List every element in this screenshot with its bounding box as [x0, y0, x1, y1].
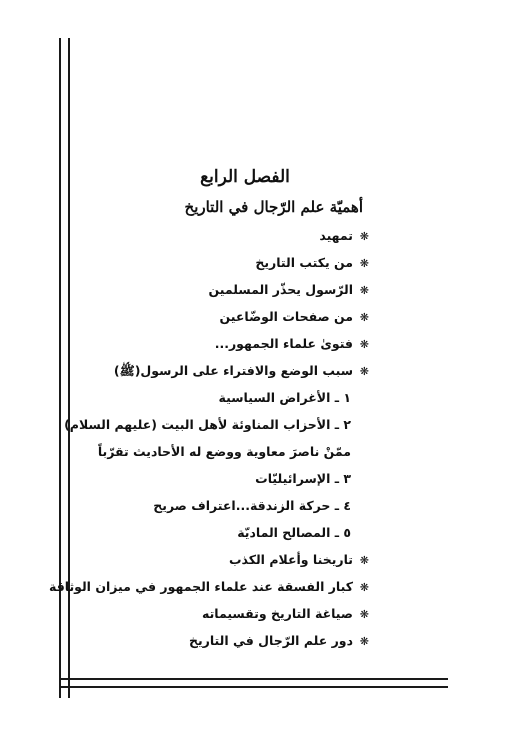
toc-item-text: ٥ ـ المصالح الماديّة [237, 525, 351, 540]
bullet-icon: ❋ [359, 581, 369, 594]
bullet-icon: ❋ [359, 338, 369, 351]
toc-item [69, 222, 369, 249]
bullet-icon: ❋ [359, 608, 369, 621]
toc-subitem [69, 438, 369, 465]
toc-item [69, 330, 369, 357]
toc-item [69, 249, 369, 276]
toc-item-text: تاريخنا وأعلام الكذب [228, 552, 353, 567]
chapter-title: الفصل الرابع [200, 167, 290, 187]
chapter-contents [49, 166, 369, 654]
bullet-icon: ❋ [359, 257, 369, 270]
toc-item-text: من صفحات الوضّاعين [219, 309, 353, 324]
toc-item-text: دور علم الرّجال في التاريخ [188, 633, 353, 648]
toc-list [49, 222, 369, 654]
frame-horizontal-line-lower [59, 686, 448, 688]
toc-item-text: الرّسول يحذّر المسلمين [208, 282, 353, 297]
toc-item-text: تمهيد [319, 228, 353, 243]
toc-item-text: من يكتب التاريخ [255, 255, 353, 270]
toc-item-text: ٣ ـ الإسرائيليّات [255, 471, 351, 486]
toc-item-text: صياغة التاريخ وتقسيماته [201, 606, 353, 621]
toc-item-text: ٢ ـ الأحزاب المناوئة لأهل البيت (عليهم السلام) [64, 417, 351, 432]
toc-subitem [69, 519, 369, 546]
toc-item-text: كبار الفسقة عند علماء الجمهور في ميزان الوثاقة [49, 579, 353, 594]
toc-item-text: سبب الوضع والافتراء على الرسول(ﷺ) [113, 363, 353, 378]
toc-item [69, 600, 369, 627]
toc-subitem [64, 411, 369, 438]
toc-subitem [69, 465, 369, 492]
toc-item [69, 303, 369, 330]
toc-subitem [69, 492, 369, 519]
chapter-subtitle: أهميّة علم الرّجال في التاريخ [184, 198, 363, 216]
toc-item [49, 573, 369, 600]
bullet-icon: ❋ [359, 554, 369, 567]
toc-item [69, 276, 369, 303]
toc-item-text: ١ ـ الأغراض السياسية [218, 390, 351, 405]
bullet-icon: ❋ [359, 635, 369, 648]
toc-item [69, 627, 369, 654]
toc-item-text: ممّنْ ناصرَ معاوية ووضع له الأحاديث تقرّباً [97, 444, 351, 459]
bullet-icon: ❋ [359, 311, 369, 324]
toc-item-text: فتوىٰ علماء الجمهور... [214, 336, 353, 351]
toc-item-text: ٤ ـ حركة الزندقة...اعتراف صريح [153, 498, 351, 513]
toc-subitem [69, 384, 369, 411]
toc-item [69, 546, 369, 573]
toc-item [69, 357, 369, 384]
bullet-icon: ❋ [359, 230, 369, 243]
frame-horizontal-line-upper [59, 678, 448, 680]
bullet-icon: ❋ [359, 365, 369, 378]
bullet-icon: ❋ [359, 284, 369, 297]
